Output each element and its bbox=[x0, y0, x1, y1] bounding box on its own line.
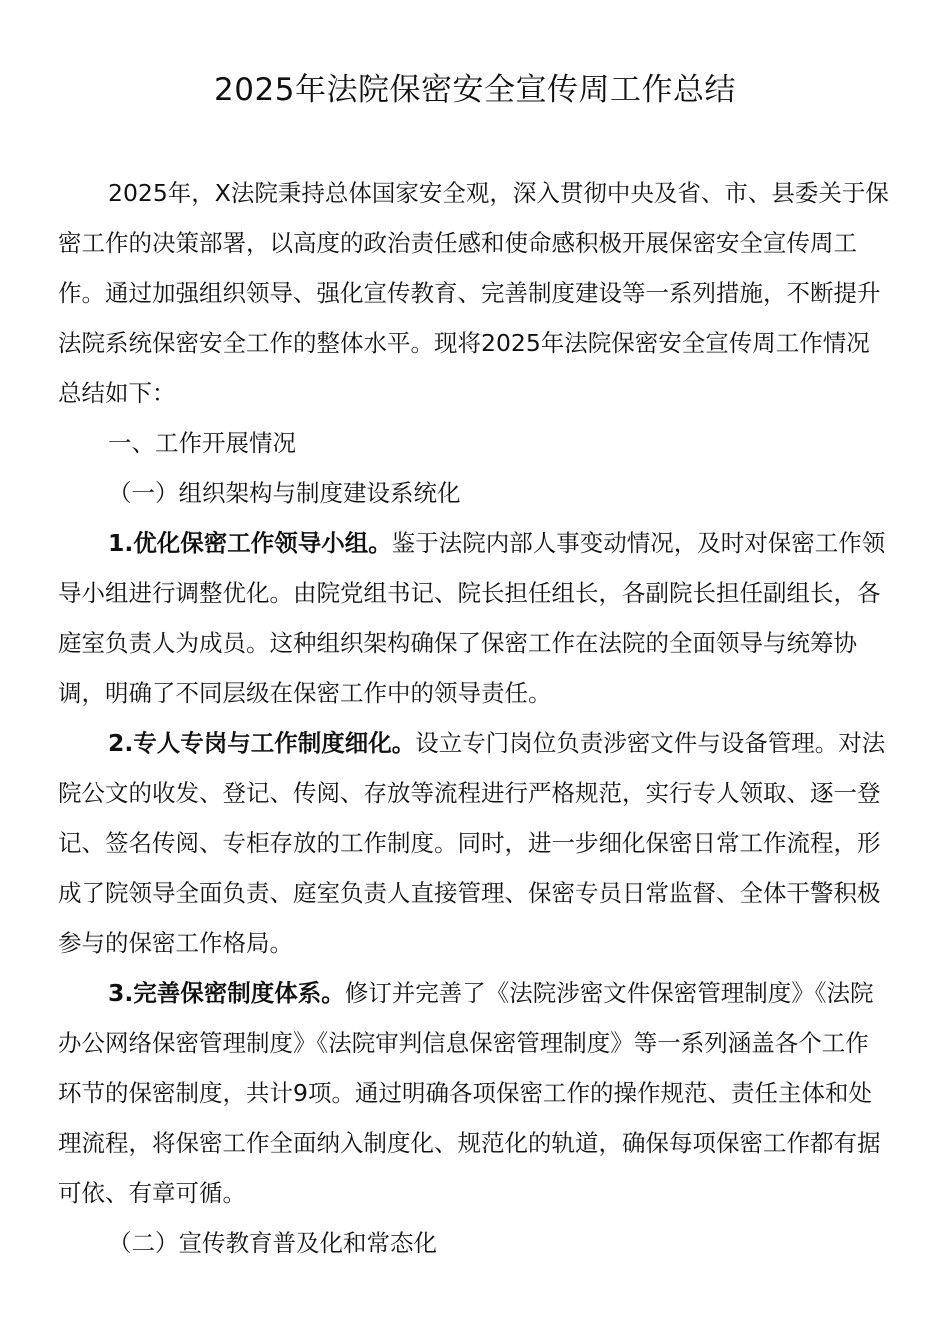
item-paragraph bbox=[58, 968, 892, 1218]
paragraph-text: 鉴于法院内部人事变动情况，及时对保密工作领导小组进行调整优化。由院党组书记、院长担任组长，各副院长担任副组长，各庭室负责人为成员。这种组织架构确保了保密工作在法院的全面领导与统筹协调，明确了不同层级在保密工作中的领导责任。 bbox=[58, 529, 886, 707]
paragraph-lead: 3.完善保密制度体系。 bbox=[108, 979, 345, 1007]
paragraph-text: 修订并完善了《法院涉密文件保密管理制度》《法院办公网络保密管理制度》《法院审判信息保密管理制度》等一系列涵盖各个工作环节的保密制度，共计9项。通过明确各项保密工作的操作规范、责任主体和处理流程，将保密工作全面纳入制度化、规范化的轨道，确保每项保密工作都有据可依、有章可循。 bbox=[58, 979, 881, 1207]
subsection-heading bbox=[58, 1218, 892, 1268]
section-heading bbox=[58, 418, 892, 468]
paragraph-text: 一、工作开展情况 bbox=[108, 429, 296, 457]
intro-paragraph bbox=[58, 168, 892, 418]
subsection-heading bbox=[58, 468, 892, 518]
item-paragraph bbox=[58, 718, 892, 968]
item-paragraph bbox=[58, 518, 892, 718]
paragraph-lead: 2.专人专岗与工作制度细化。 bbox=[108, 729, 416, 757]
paragraph-text: （二）宣传教育普及化和常态化 bbox=[108, 1229, 437, 1257]
document-title: 2025年法院保密安全宣传周工作总结 bbox=[214, 72, 736, 108]
paragraph-lead: 1.优化保密工作领导小组。 bbox=[108, 529, 392, 557]
paragraph-text: （一）组织架构与制度建设系统化 bbox=[108, 479, 461, 507]
paragraph-text: 2025年，X法院秉持总体国家安全观，深入贯彻中央及省、市、县委关于保密工作的决策部署，以高度的政治责任感和使命感积极开展保密安全宣传周工作。通过加强组织领导、强化宣传教育、完善制度建设等一系列措施，不断提升法院系统保密安全工作的整体水平。现将2025年法院保密安全宣传周工作情况总结如下： bbox=[58, 179, 889, 407]
document-body bbox=[58, 168, 892, 1268]
paragraph-text: 设立专门岗位负责涉密文件与设备管理。对法院公文的收发、登记、传阅、存放等流程进行严格规范，实行专人领取、逐一登记、签名传阅、专柜存放的工作制度。同时，进一步细化保密日常工作流程，形成了院领导全面负责、庭室负责人直接管理、保密专员日常监督、全体干警积极参与的保密工作格局。 bbox=[58, 729, 886, 957]
